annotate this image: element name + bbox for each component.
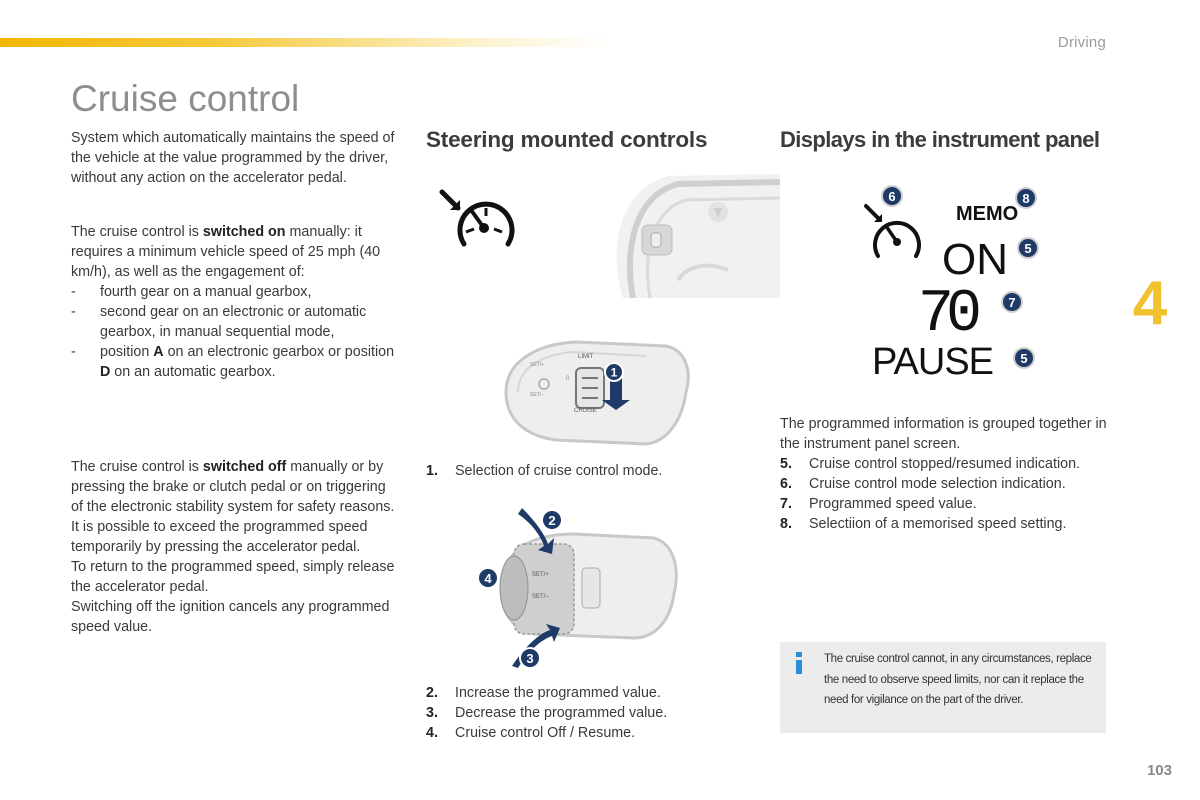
- bullet-dash: -: [71, 284, 76, 300]
- callout-6: [882, 186, 902, 206]
- intro-paragraph: System which automatically maintains the speed of the vehicle at the value programmed by the driver, without any action on the accelerator pedal.: [71, 130, 395, 186]
- control-item: [426, 683, 667, 703]
- section-label: Driving: [1057, 34, 1106, 51]
- bullet-dash: -: [71, 304, 76, 320]
- callout-5: [1018, 238, 1038, 258]
- item-text: Selection of cruise control mode.: [455, 463, 663, 479]
- stalk-actions-figure: [474, 498, 686, 670]
- page-number: 103: [1146, 762, 1172, 779]
- cruise-control-icon: [442, 192, 512, 244]
- control-item: [426, 723, 667, 743]
- bullet-dash: -: [71, 344, 76, 360]
- info-icon: [793, 652, 805, 674]
- stalk-actions-list: [426, 683, 667, 743]
- requirement-item: - second gear on an electronic or automatic gearbox, in manual sequential mode,: [71, 304, 367, 340]
- return-speed-text: To return to the programmed speed, simply release the accelerator pedal.: [71, 559, 395, 595]
- set-plus-label: SET/+: [532, 572, 549, 578]
- indication-item: [780, 494, 1080, 514]
- requirements-list: [71, 282, 396, 382]
- item-text: Cruise control Off / Resume.: [455, 725, 636, 741]
- page-title: Cruise control: [71, 78, 300, 119]
- stalk-figure: [496, 332, 696, 454]
- svg-text:2: 2: [548, 513, 556, 528]
- memo-text: MEMO: [956, 203, 1019, 225]
- callout-5-pause: [1014, 348, 1034, 368]
- panel-intro-text: The programmed information is grouped together in the instrument panel screen.: [780, 416, 1107, 452]
- requirement-item: - position A on an electronic gearbox or position D on an automatic gearbox.: [71, 344, 395, 380]
- info-note: [780, 642, 1106, 733]
- item-number: 7.: [780, 496, 792, 512]
- item-text: Cruise control mode selection indication.: [809, 476, 1066, 492]
- info-note-text: The cruise control cannot, in any circumstances, replace the need to observe speed limits, nor can it replace the need for vigilance on the part of the driver.: [824, 653, 1092, 706]
- zero-label: 0: [566, 376, 570, 382]
- item-text: Programmed speed value.: [809, 496, 977, 512]
- item-number: 3.: [426, 705, 438, 721]
- pause-text: PAUSE: [872, 341, 994, 380]
- indication-item: [780, 454, 1080, 474]
- svg-text:5: 5: [1024, 241, 1032, 256]
- chapter-number: 4: [1132, 269, 1168, 338]
- svg-text:3: 3: [526, 651, 534, 666]
- callout-4: [478, 568, 498, 588]
- item-text: Increase the programmed value.: [455, 685, 661, 701]
- switch-off-section: [71, 457, 396, 637]
- item-text: Cruise control stopped/resumed indication.: [809, 456, 1080, 472]
- control-item: [426, 461, 662, 481]
- on-text: ON: [942, 235, 1008, 284]
- set-minus-label: SET/−: [530, 392, 545, 398]
- item-number: 5.: [780, 456, 792, 472]
- limit-label: LIMIT: [578, 354, 594, 360]
- instrument-panel-heading: Displays in the instrument panel: [780, 127, 1100, 152]
- svg-text:6: 6: [888, 189, 896, 204]
- item-text: Selectiion of a memorised speed setting.: [809, 516, 1067, 532]
- callout-1: [605, 363, 623, 381]
- callout-7: [1002, 292, 1022, 312]
- indication-item: [780, 474, 1080, 494]
- display-indications-list: [780, 454, 1080, 534]
- item-text: Decrease the programmed value.: [455, 705, 668, 721]
- set-plus-label: SET/+: [530, 362, 545, 368]
- svg-text:5: 5: [1020, 351, 1028, 366]
- header-accent-bar: [0, 38, 610, 47]
- callout-3: [520, 648, 540, 668]
- item-number: 6.: [780, 476, 792, 492]
- switch-on-paragraph: The cruise control is switched on manually: it requires a minimum vehicle speed of 25 mph (40 km/h), as well as the engagement of:: [71, 224, 381, 280]
- instrument-display-figure: [864, 180, 1044, 380]
- speed-value: 70: [918, 281, 975, 349]
- mode-selection-list: [426, 461, 662, 481]
- cruise-control-icon: [866, 206, 919, 256]
- ignition-off-text: Switching off the ignition cancels any programmed speed value.: [71, 599, 390, 635]
- switch-off-paragraph: The cruise control is switched off manually or by pressing the brake or clutch pedal or on triggering of the electronic stability system for safety reasons.: [71, 459, 395, 515]
- svg-text:8: 8: [1022, 191, 1030, 206]
- switch-on-section: [71, 222, 396, 382]
- requirement-item: - fourth gear on a manual gearbox,: [71, 284, 312, 300]
- stalk-icon: [500, 508, 676, 668]
- indication-item: [780, 514, 1080, 534]
- exceed-speed-text: It is possible to exceed the programmed speed temporarily by pressing the accelerator pedal.: [71, 519, 368, 555]
- steering-wheel-figure: [428, 170, 780, 300]
- svg-text:7: 7: [1008, 295, 1016, 310]
- control-item: [426, 703, 667, 723]
- set-minus-label: SET/−: [532, 594, 549, 600]
- svg-text:1: 1: [610, 365, 618, 380]
- callout-2: [542, 510, 562, 530]
- item-number: 1.: [426, 463, 438, 479]
- item-number: 2.: [426, 685, 438, 701]
- callout-8: [1016, 188, 1036, 208]
- item-number: 4.: [426, 725, 438, 741]
- cruise-label: CRUISE: [574, 408, 597, 414]
- steering-wheel-icon: [617, 174, 780, 298]
- svg-text:4: 4: [484, 571, 492, 586]
- item-number: 8.: [780, 516, 792, 532]
- steering-controls-heading: Steering mounted controls: [426, 127, 708, 152]
